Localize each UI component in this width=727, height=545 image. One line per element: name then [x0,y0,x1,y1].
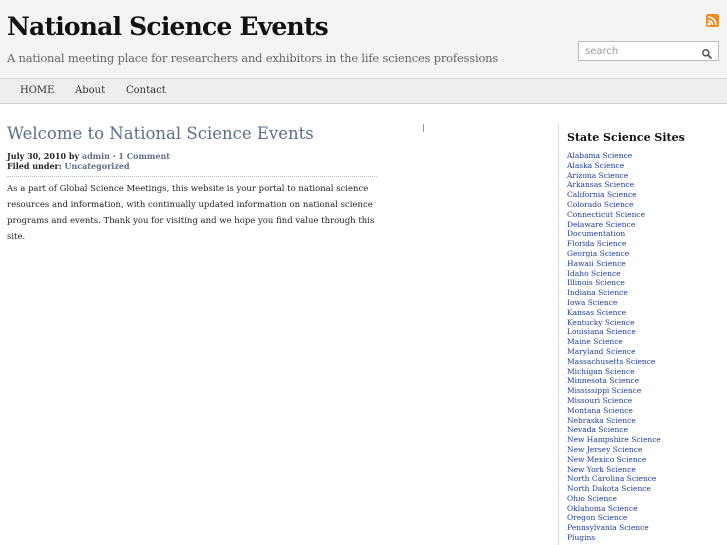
search-icon[interactable] [701,45,713,57]
sidebar-link-item [567,445,661,455]
site-header [0,0,727,79]
meta-separator: · [112,151,116,161]
post-comments-link[interactable]: 1 Comment [118,151,170,161]
state-science-link[interactable]: Nevada Science [567,425,629,435]
nav-contact[interactable]: Contact [126,85,166,96]
sidebar-link-item [567,357,661,367]
sidebar-link-item [567,347,661,357]
state-science-link[interactable]: Documentation [567,229,626,239]
sidebar-link-item [567,455,661,465]
state-science-link[interactable]: Montana Science [567,405,633,415]
sidebar-link-item [567,278,661,288]
state-science-link[interactable]: Nebraska Science [567,415,636,425]
post-by-label: by [68,151,80,161]
sidebar-link-item [567,523,661,533]
post-title[interactable]: Welcome to National Science Events [7,124,314,143]
state-science-link[interactable]: Minnesota Science [567,376,640,386]
state-science-link[interactable]: Maryland Science [567,346,636,356]
sidebar-link-item [567,367,661,377]
sidebar-link-item [567,298,661,308]
nav-about[interactable]: About [75,85,106,96]
state-science-link[interactable]: New Jersey Science [567,444,643,454]
state-science-link[interactable]: Louisiana Science [567,327,636,337]
sidebar-link-item [567,327,661,337]
divider [423,124,424,132]
state-science-link[interactable]: North Carolina Science [567,474,657,484]
state-science-link[interactable]: New York Science [567,464,636,474]
sidebar-link-item [567,180,661,190]
state-science-link[interactable]: Delaware Science [567,219,636,229]
state-science-link[interactable]: New Mexico Science [567,454,647,464]
sidebar-link-item [567,229,661,239]
rss-icon[interactable] [706,14,719,27]
state-science-link[interactable]: Florida Science [567,239,627,249]
state-science-link[interactable]: Alabama Science [567,151,633,160]
state-science-link[interactable]: Georgia Science [567,248,630,258]
post-author-link[interactable]: admin [81,151,110,161]
sidebar-link-list [567,151,661,543]
post-date: July 30, 2010 [7,151,67,161]
state-science-link[interactable]: Mississippi Science [567,386,642,396]
state-science-link[interactable]: Oregon Science [567,513,628,523]
state-science-link[interactable]: Arizona Science [567,170,629,180]
nav-home[interactable]: HOME [20,85,55,96]
state-science-link[interactable]: Kentucky Science [567,317,635,327]
state-science-link[interactable]: Pennsylvania Science [567,523,649,533]
state-science-link[interactable]: Idaho Science [567,268,621,278]
state-science-link[interactable]: Oklahoma Science [567,503,638,513]
sidebar-link-item [567,435,661,445]
sidebar-link-item [567,151,661,161]
state-science-link[interactable]: Michigan Science [567,366,635,376]
sidebar-link-item [567,533,661,543]
state-science-link[interactable]: New Hampshire Science [567,435,661,445]
sidebar-link-item [567,416,661,426]
sidebar-link-item [567,513,661,523]
search-input[interactable] [579,42,703,60]
state-science-link[interactable]: Missouri Science [567,395,633,405]
post-separator [7,176,377,177]
sidebar-link-item [567,259,661,269]
post-meta [7,152,170,171]
state-science-link[interactable]: Illinois Science [567,278,625,288]
state-science-link[interactable]: Maine Science [567,337,623,347]
sidebar [558,124,727,545]
sidebar-link-item [567,465,661,475]
post-filed-label: Filed under: [7,160,62,171]
search-box [578,41,719,61]
state-science-link[interactable]: Kansas Science [567,307,627,317]
sidebar-link-item [567,425,661,435]
state-science-link[interactable]: Alaska Science [567,160,625,170]
sidebar-link-item [567,161,661,171]
post-category-link[interactable]: Uncategorized [64,160,130,171]
sidebar-link-item [567,308,661,318]
sidebar-link-item [567,504,661,514]
sidebar-link-item [567,337,661,347]
sidebar-link-item [567,318,661,328]
post-body-text: As a part of Global Science Meetings, this website is your portal to national science resources and information, with continually updated information on national science programs and events. Thank you for visiting and we hope you find value through this site. [7,184,375,242]
sidebar-link-item [567,494,661,504]
sidebar-link-item [567,239,661,249]
sidebar-title: State Science Sites [567,131,685,144]
state-science-link[interactable]: California Science [567,190,637,200]
sidebar-link-item [567,406,661,416]
state-science-link[interactable]: North Dakota Science [567,484,651,494]
sidebar-link-item [567,474,661,484]
state-science-link[interactable]: Arkansas Science [567,180,635,190]
state-science-link[interactable]: Ohio Science [567,493,617,503]
sidebar-link-item [567,220,661,230]
site-tagline: A national meeting place for researchers and exhibitors in the life sciences professions [7,51,499,65]
state-science-link[interactable]: Plugins [567,533,596,543]
sidebar-link-item [567,288,661,298]
sidebar-link-item [567,200,661,210]
state-science-link[interactable]: Massachusetts Science [567,356,656,366]
state-science-link[interactable]: Iowa Science [567,297,618,307]
state-science-link[interactable]: Colorado Science [567,199,634,209]
sidebar-link-item [567,171,661,181]
sidebar-link-item [567,269,661,279]
sidebar-link-item [567,190,661,200]
sidebar-link-item [567,396,661,406]
sidebar-link-item [567,484,661,494]
state-science-link[interactable]: Connecticut Science [567,209,646,219]
sidebar-link-item [567,210,661,220]
state-science-link[interactable]: Hawaii Science [567,258,626,268]
state-science-link[interactable]: Indiana Science [567,288,628,298]
sidebar-link-item [567,249,661,259]
sidebar-link-item [567,386,661,396]
site-title[interactable]: National Science Events [7,12,328,41]
post-body [7,181,387,245]
sidebar-link-item [567,376,661,386]
main-nav [0,79,727,104]
